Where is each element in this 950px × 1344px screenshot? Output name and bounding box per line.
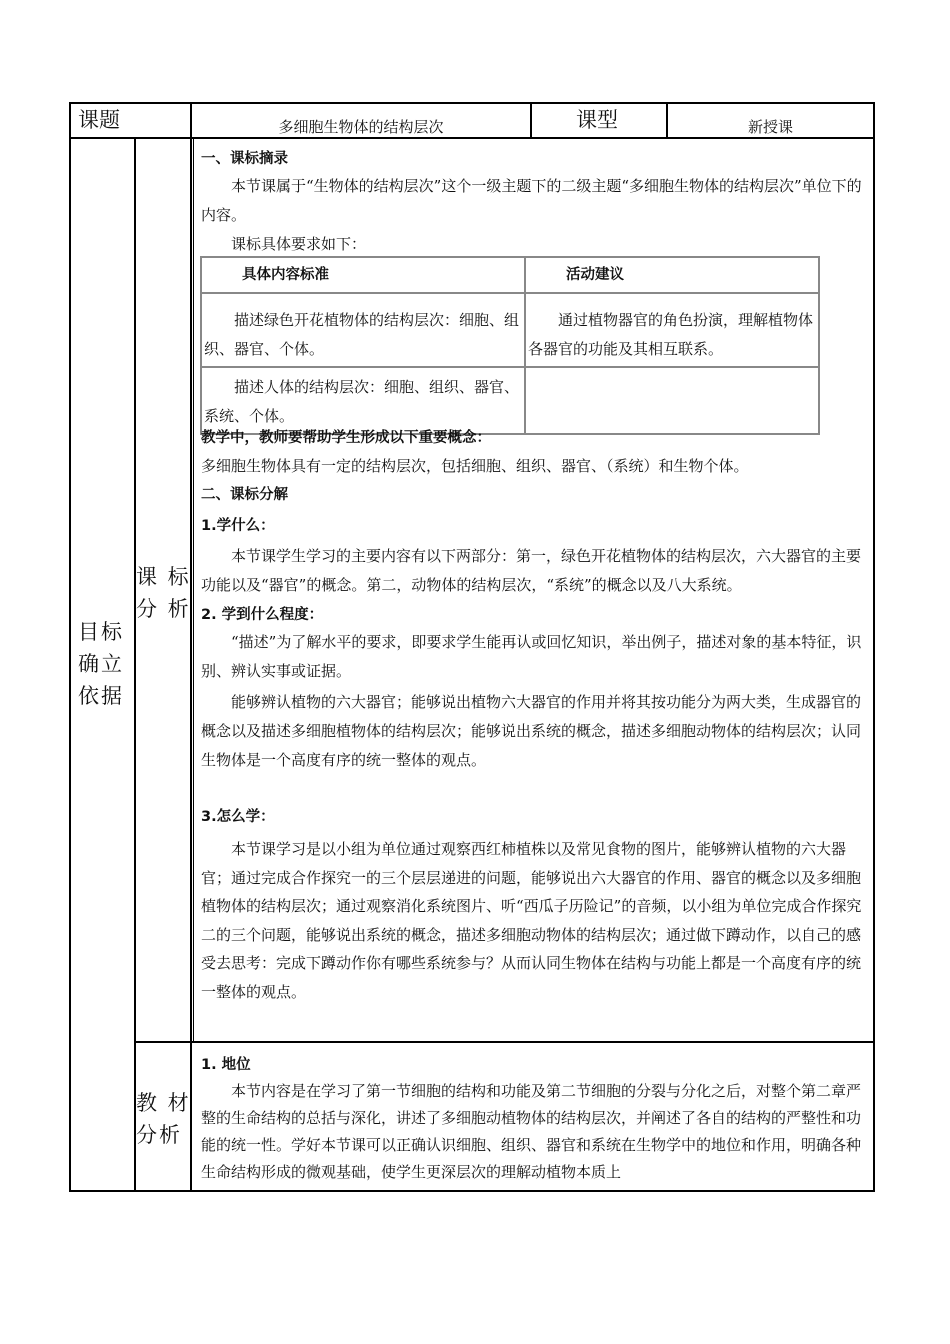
decomposition-heading: 二、课标分解 (201, 487, 288, 503)
standards-excerpt-paragraph: 本节课属于“生物体的结构层次”这个一级主题下的二级主题“多细胞生物体的结构层次”单位下的内容。 (201, 177, 862, 224)
standards-analysis-label (136, 561, 192, 625)
type-label: 课型 (576, 108, 618, 132)
textbook-content (201, 1052, 871, 1186)
standards-content-top (201, 146, 871, 259)
standards-label-line-1: 课 标 (136, 565, 191, 589)
goal-basis-line-2: 确立 (78, 652, 124, 676)
position-heading: 1. 地位 (201, 1057, 251, 1073)
standards-table-cell: 通过植物器官的角色扮演，理解植物体各器官的功能及其相互联系。 (525, 293, 819, 367)
concept-text: 多细胞生物体具有一定的结构层次，包括细胞、组织、器官、（系统）和生物个体。 (201, 457, 749, 475)
inner-left-border (134, 137, 136, 1192)
topic-value: 多细胞生物体的结构层次 (278, 118, 444, 136)
standards-table-header-activity: 活动建议 (525, 257, 819, 293)
textbook-label-line-1: 教 材 (136, 1091, 191, 1115)
what-to-learn-text: 本节课学生学习的主要内容有以下两部分：第一，绿色开花植物体的结构层次，六大器官的主要功能以及“器官”的概念。第二，动物体的结构层次，“系统”的概念以及八大系统。 (201, 547, 862, 594)
learning-depth-text-2: 能够辨认植物的六大器官；能够说出植物六大器官的作用并将其按功能分为两大类，生成器官的概念以及描述多细胞植物体的结构层次；能够说出系统的概念，描述多细胞动物体的结构层次；认同生物体是一个高度有序的统一整体的观点。 (201, 693, 862, 769)
standards-requirements-intro: 课标具体要求如下： (231, 235, 367, 253)
standards-excerpt-heading: 一、课标摘录 (201, 151, 288, 167)
standards-table-cell: 描述绿色开花植物体的结构层次：细胞、组织、器官、个体。 (201, 293, 525, 367)
standards-content-bottom (201, 424, 871, 1006)
content-left-border-2 (193, 137, 194, 1041)
standards-table-header-content: 具体内容标准 (201, 257, 525, 293)
section-divider (134, 1041, 875, 1043)
concept-heading: 教学中，教师要帮助学生形成以下重要概念： (201, 430, 491, 446)
table-right-border (873, 102, 875, 1192)
standards-label-line-2: 分 析 (136, 597, 191, 621)
learning-depth-text-1: “描述”为了解水平的要求，即要求学生能再认或回忆知识，举出例子，描述对象的基本特征，识别、辨认实事或证据。 (201, 633, 862, 680)
content-left-border (190, 102, 192, 1192)
position-text: 本节内容是在学习了第一节细胞的结构和功能及第二节细胞的分裂与分化之后，对整个第二章严整的生命结构的总括与深化，讲述了多细胞动植物体的结构层次，并阐述了各自的结构的严整性和功能的统一性。学好本节课可以正确认识细胞、组织、器官和系统在生物学中的地位和作用，明确各种生命结构形成的微观基础，使学生更深层次的理解动植物本质上 (201, 1082, 862, 1181)
goal-basis-label (78, 616, 134, 712)
textbook-label-line-2: 分析 (136, 1123, 182, 1147)
standards-table (200, 256, 820, 435)
goal-basis-line-1: 目标 (78, 620, 124, 644)
header-divider-1 (530, 102, 532, 139)
table-left-border (69, 102, 71, 1192)
what-to-learn-heading: 1.学什么： (201, 518, 275, 534)
how-to-learn-text: 本节课学习是以小组为单位通过观察西红柿植株以及常见食物的图片，能够辨认植物的六大器官；通过完成合作探究一的三个层层递进的问题，能够说出六大器官的作用、器官的概念以及多细胞植物体的结构层次；通过观察消化系统图片、听“西瓜子历险记”的音频，以小组为单位完成合作探究二的三个问题，能够说出系统的概念，描述多细胞动物体的结构层次；通过做下蹲动作，以自己的感受去思考：完成下蹲动作你有哪些系统参与？从而认同生物体在结构与功能上都是一个高度有序的统一整体的观点。 (201, 840, 862, 1001)
goal-basis-line-3: 依据 (78, 684, 124, 708)
textbook-analysis-label (136, 1087, 192, 1151)
learning-depth-heading: 2. 学到什么程度： (201, 607, 324, 623)
type-value: 新授课 (747, 118, 793, 136)
topic-label: 课题 (78, 108, 120, 132)
how-to-learn-heading: 3.怎么学： (201, 809, 275, 825)
standards-table-cell: 描述人体的结构层次：细胞、组织、器官、系统、个体。 (201, 367, 525, 434)
